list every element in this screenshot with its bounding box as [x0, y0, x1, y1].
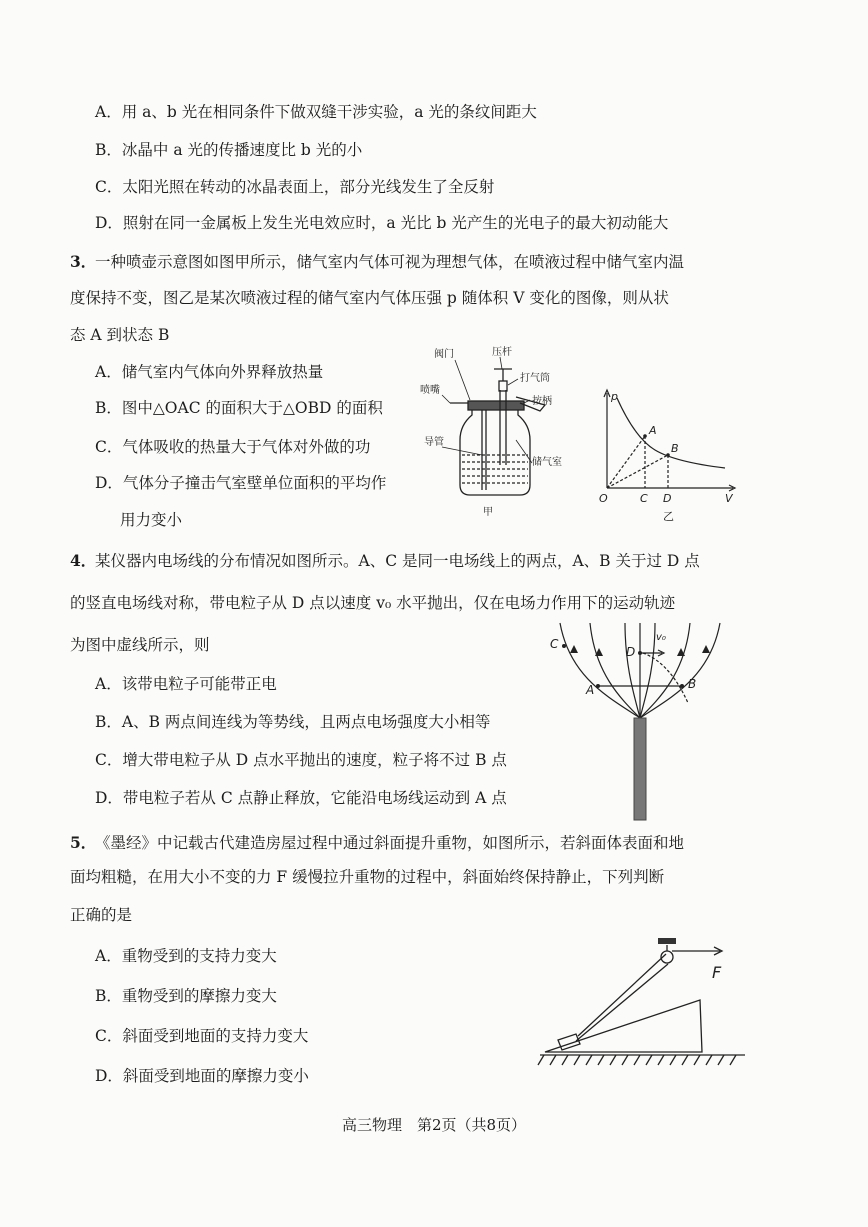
q2-option-c: C．太阳光照在转动的冰晶表面上，部分光线发生了全反射	[95, 178, 495, 196]
q2-option-b: B．冰晶中 a 光的传播速度比 b 光的小	[95, 141, 363, 159]
label-press-rod: 压杆	[492, 347, 512, 358]
label-f: F	[712, 963, 722, 982]
q3-option-a: A．储气室内气体向外界释放热量	[95, 363, 324, 381]
incline-diagram	[530, 930, 750, 1070]
q4-option-d: D．带电粒子若从 C 点静止释放，它能沿电场线运动到 A 点	[95, 789, 507, 807]
q4-number: 4．	[70, 551, 97, 570]
label-c: C	[550, 637, 559, 651]
point-b: B	[671, 442, 679, 455]
q5-stem-2: 面均粗糙，在用大小不变的力 F 缓慢拉升重物的过程中，斜面始终保持静止，下列判断	[70, 868, 665, 886]
q5-option-b: B．重物受到的摩擦力变大	[95, 987, 277, 1005]
q3-stem-2: 度保持不变，图乙是某次喷液过程的储气室内气体压强 p 随体积 V 变化的图像，则从状	[70, 289, 669, 307]
q5-stem-1: 《墨经》中记载古代建造房屋过程中通过斜面提升重物，如图所示，若斜面体表面和地	[95, 834, 685, 852]
q4-option-c: C．增大带电粒子从 D 点水平抛出的速度，粒子将不过 B 点	[95, 751, 507, 769]
q4-stem-2: 的竖直电场线对称，带电粒子从 D 点以速度 v₀ 水平抛出，仅在电场力作用下的运动轨迹	[70, 594, 676, 612]
point-c: C	[640, 492, 648, 505]
label-chamber: 储气室	[532, 457, 562, 468]
q3-option-d: D．气体分子撞击气室壁单位面积的平均作	[95, 474, 387, 492]
q2-option-d: D．照射在同一金属板上发生光电效应时，a 光比 b 光产生的光电子的最大初动能大	[95, 214, 669, 232]
label-tube: 导管	[424, 437, 444, 448]
q3-option-b: B．图中△OAC 的面积大于△OBD 的面积	[95, 399, 383, 417]
label-d: D	[626, 645, 636, 659]
q3-stem-3: 态 A 到状态 B	[70, 326, 170, 344]
label-nozzle: 喷嘴	[420, 385, 440, 396]
pv-graph	[595, 388, 740, 523]
q4-stem-3: 为图中虚线所示，则	[70, 636, 210, 654]
label-b: B	[688, 677, 697, 691]
caption-jia: 甲	[483, 507, 493, 518]
caption-yi: 乙	[663, 510, 674, 523]
sprayer-diagram	[420, 345, 570, 520]
q5-stem-3: 正确的是	[70, 906, 133, 924]
q4-option-b: B．A、B 两点间连线为等势线，且两点电场强度大小相等	[95, 713, 491, 731]
label-pump: 打气筒	[520, 373, 550, 384]
q5-option-d: D．斜面受到地面的摩擦力变小	[95, 1067, 309, 1085]
q5-option-a: A．重物受到的支持力变大	[95, 947, 277, 965]
point-a: A	[649, 424, 657, 437]
q5-option-c: C．斜面受到地面的支持力变大	[95, 1027, 309, 1045]
q5-number: 5．	[70, 833, 97, 852]
label-a: A	[586, 683, 595, 697]
field-lines-diagram	[540, 618, 740, 823]
point-o: O	[599, 492, 608, 505]
q3-option-c: C．气体吸收的热量大于气体对外做的功	[95, 438, 371, 456]
q4-stem-1: 某仪器内电场线的分布情况如图所示。A、C 是同一电场线上的两点，A、B 关于过 D 点	[95, 552, 700, 570]
label-valve: 阀门	[434, 349, 454, 360]
q3-number: 3．	[70, 252, 97, 271]
page-footer: 高三物理 第2页（共8页）	[341, 1116, 527, 1134]
axis-v: V	[725, 492, 733, 505]
q4-option-a: A．该带电粒子可能带正电	[95, 675, 277, 693]
q3-stem-1: 一种喷壶示意图如图甲所示，储气室内气体可视为理想气体，在喷液过程中储气室内温	[95, 253, 685, 271]
point-d: D	[663, 492, 672, 505]
q3-option-d-cont: 用力变小	[120, 511, 183, 529]
axis-p: p	[611, 390, 618, 403]
label-v0: v₀	[656, 632, 666, 643]
label-handle: 按柄	[532, 396, 552, 407]
q2-option-a: A．用 a、b 光在相同条件下做双缝干涉实验，a 光的条纹间距大	[95, 103, 537, 121]
